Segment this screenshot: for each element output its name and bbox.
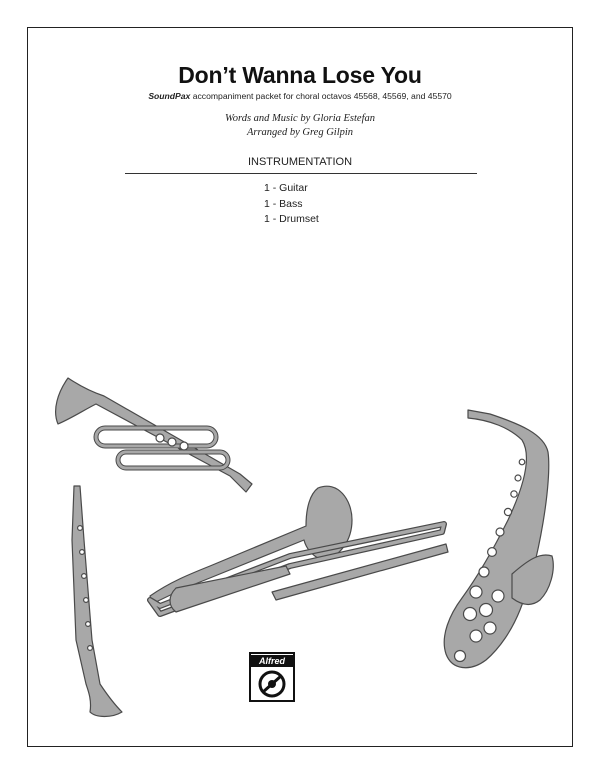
trumpet-icon (56, 378, 252, 492)
words-music-credit: Words and Music by Gloria Estefan (224, 113, 375, 124)
instrument-item-bass: 1 - Bass (264, 197, 303, 210)
saxophone-icon (444, 410, 553, 668)
instrumentation-heading: INSTRUMENTATION (247, 156, 353, 168)
alfred-logo-wordmark: Alfred (251, 655, 293, 667)
subtitle-brand: SoundPax (148, 91, 191, 101)
page-title: Don’t Wanna Lose You (178, 62, 422, 88)
clarinet-icon (72, 486, 122, 717)
instrument-item-guitar: 1 - Guitar (264, 182, 308, 194)
arranger-credit: Arranged by Greg Gilpin (246, 127, 354, 138)
alfred-logo (249, 652, 295, 702)
instrument-item-drumset: 1 - Drumset (264, 213, 319, 225)
trombone-icon (150, 486, 448, 614)
subtitle-text: accompaniment packet for choral octavos 45568, 45569, and 45570 (190, 91, 452, 101)
alfred-seal-icon (251, 668, 293, 700)
